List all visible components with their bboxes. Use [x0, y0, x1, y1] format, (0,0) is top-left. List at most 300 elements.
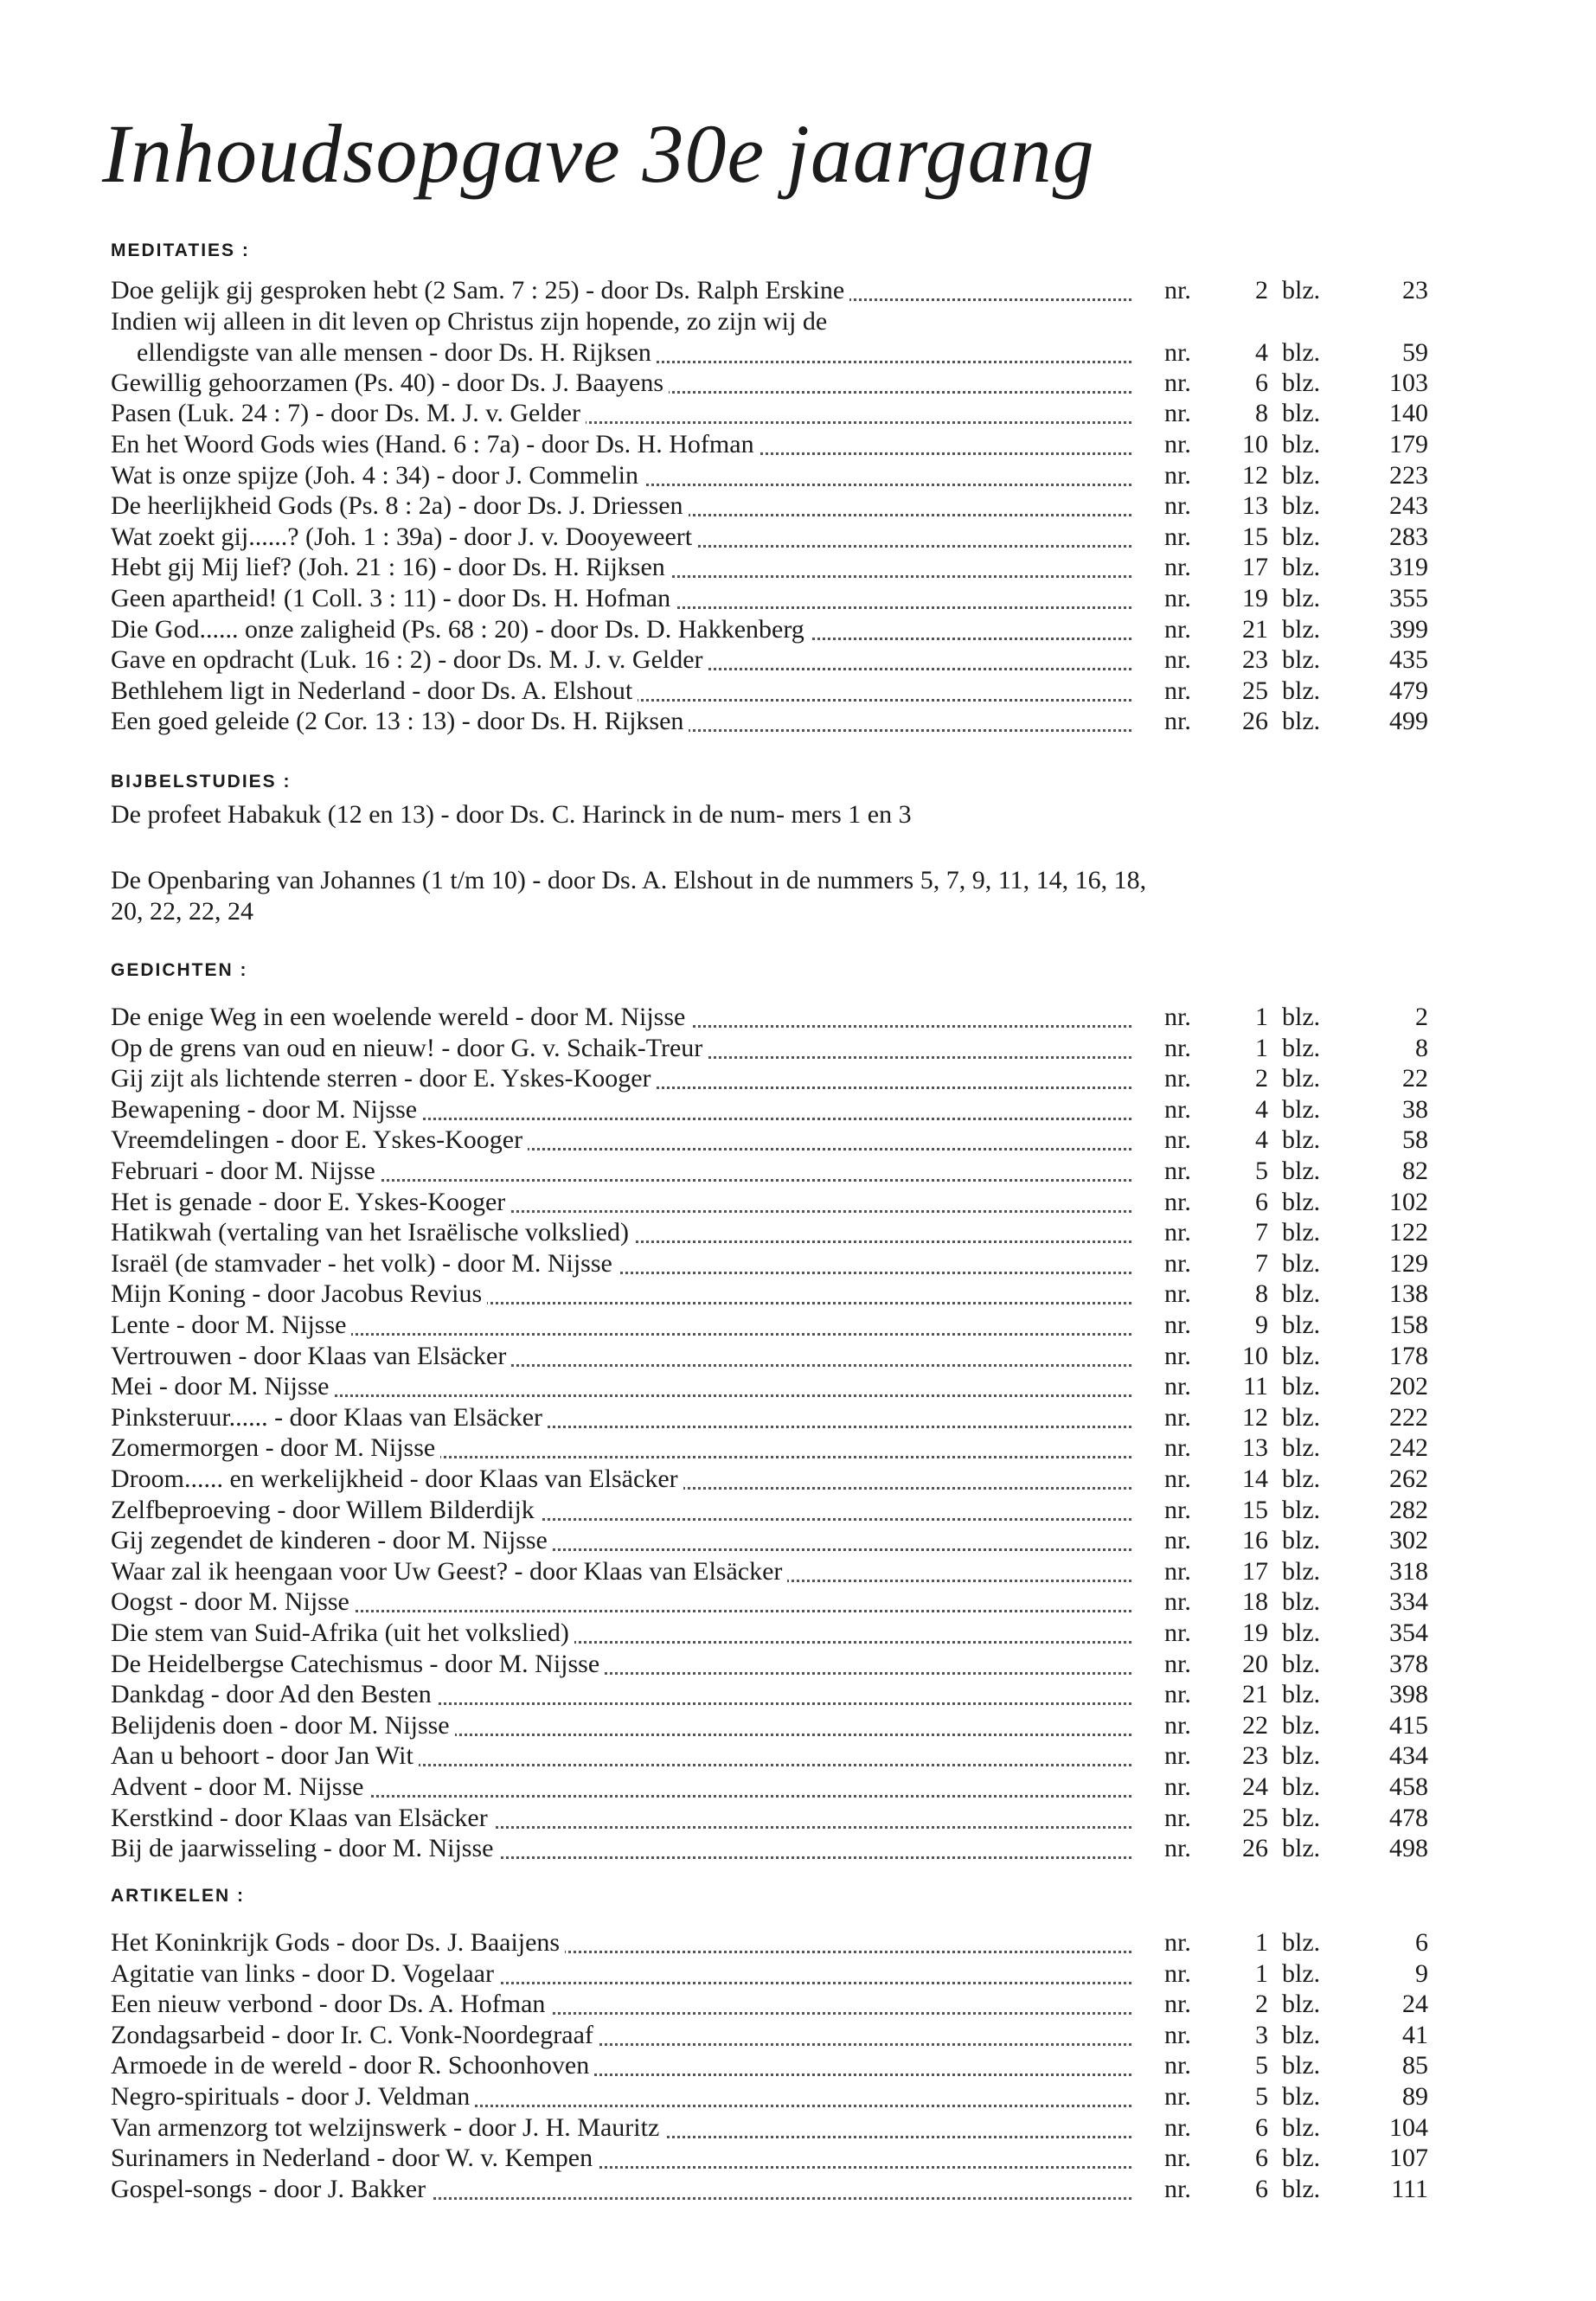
nr-label: nr. [1164, 1157, 1191, 1185]
page-number: 178 [1389, 1341, 1428, 1370]
page-number: 478 [1389, 1803, 1428, 1832]
entry-reference [1164, 398, 1495, 429]
issue-number: 25 [1242, 1803, 1268, 1832]
entry-reference [1164, 1187, 1495, 1218]
entry-title: Die stem van Suid-Afrika (uit het volkslied) [111, 1618, 574, 1647]
nr-label: nr. [1164, 1556, 1191, 1586]
issue-number: 12 [1242, 460, 1268, 490]
entry-title: Belijdenis doen - door M. Nijsse [111, 1711, 455, 1740]
page-label: blz. [1282, 1587, 1321, 1617]
nr-label: nr. [1164, 1125, 1191, 1155]
issue-number: 1 [1255, 1033, 1268, 1062]
nr-label: nr. [1164, 1187, 1191, 1216]
entry-reference [1164, 460, 1495, 491]
page-label: blz. [1282, 1741, 1321, 1771]
page-label: blz. [1282, 707, 1321, 736]
issue-number: 12 [1242, 1402, 1268, 1432]
page-number: 140 [1389, 399, 1428, 428]
page-number: 334 [1389, 1587, 1428, 1617]
nr-label: nr. [1164, 2082, 1191, 2111]
page-label: blz. [1282, 1834, 1321, 1863]
page-label: blz. [1282, 1618, 1321, 1647]
bijbelstudie-entry [111, 799, 1149, 830]
entry-reference [1164, 1433, 1495, 1464]
entry-reference [1164, 1679, 1495, 1710]
entry-reference [1164, 1464, 1495, 1495]
issue-number: 4 [1255, 1125, 1268, 1155]
page-label: blz. [1282, 368, 1321, 397]
entry-title: Bewapening - door M. Nijsse [111, 1095, 422, 1124]
entry-reference [1164, 1989, 1495, 2020]
page-label: blz. [1282, 1402, 1321, 1432]
page-label: blz. [1282, 1003, 1321, 1031]
page-number: 24 [1402, 1990, 1428, 2019]
issue-number: 2 [1255, 276, 1268, 304]
entry-title: Geen apartheid! (1 Coll. 3 : 11) - door Ds. H. Hofman [111, 584, 676, 612]
issue-number: 2 [1255, 1064, 1268, 1093]
issue-number: 19 [1242, 1618, 1268, 1647]
nr-label: nr. [1164, 1958, 1191, 1988]
entry-title: Het is genade - door E. Yskes-Kooger [111, 1188, 510, 1216]
page-label: blz. [1282, 1372, 1321, 1401]
issue-number: 19 [1242, 584, 1268, 612]
issue-number: 18 [1242, 1587, 1268, 1617]
nr-label: nr. [1164, 1465, 1191, 1493]
entry-title: Advent - door M. Nijsse [111, 1772, 369, 1801]
entry-reference [1164, 676, 1495, 707]
entry-reference [1164, 490, 1495, 522]
page-number: 8 [1415, 1033, 1428, 1062]
entry-reference [1164, 552, 1495, 583]
nr-label: nr. [1164, 2051, 1191, 2080]
issue-number: 1 [1255, 1928, 1268, 1957]
nr-label: nr. [1164, 1279, 1191, 1309]
nr-label: nr. [1164, 1495, 1191, 1524]
entry-reference [1164, 1094, 1495, 1125]
issue-number: 26 [1242, 707, 1268, 736]
issue-number: 21 [1242, 1680, 1268, 1709]
issue-number: 2 [1255, 1990, 1268, 2019]
entry-reference [1164, 1649, 1495, 1680]
page-label: blz. [1282, 1710, 1321, 1740]
page-label: blz. [1282, 1094, 1321, 1124]
page-label: blz. [1282, 1958, 1321, 1988]
entry-title: Gospel-songs - door J. Bakker [111, 2175, 431, 2203]
nr-label: nr. [1164, 1433, 1191, 1463]
nr-label: nr. [1164, 491, 1191, 521]
entry-title: Zondagsarbeid - door Ir. C. Vonk-Noordegraaf [111, 2021, 599, 2049]
issue-number: 13 [1242, 491, 1268, 521]
page-label: blz. [1282, 2020, 1321, 2049]
issue-number: 3 [1255, 2020, 1268, 2049]
nr-label: nr. [1164, 1526, 1191, 1555]
nr-label: nr. [1164, 645, 1191, 675]
entry-reference [1164, 522, 1495, 553]
nr-label: nr. [1164, 1003, 1191, 1031]
entry-title: Mei - door M. Nijsse [111, 1372, 334, 1400]
entry-title: De enige Weg in een woelende wereld - door M. Nijsse [111, 1003, 690, 1031]
page-label: blz. [1282, 2174, 1321, 2203]
page-number: 378 [1389, 1649, 1428, 1678]
entry-reference [1164, 2020, 1495, 2051]
page-number: 498 [1389, 1834, 1428, 1863]
issue-number: 7 [1255, 1218, 1268, 1247]
nr-label: nr. [1164, 430, 1191, 458]
entry-title: Op de grens van oud en nieuw! - door G. v. Schaik-Treur [111, 1034, 708, 1062]
entry-reference [1164, 1063, 1495, 1094]
entry-title: Doe gelijk gij gesproken hebt (2 Sam. 7 : 25) - door Ds. Ralph Erskine [111, 276, 849, 304]
entry-reference [1164, 1958, 1495, 1990]
nr-label: nr. [1164, 1064, 1191, 1093]
nr-label: nr. [1164, 1928, 1191, 1957]
nr-label: nr. [1164, 2174, 1191, 2203]
nr-label: nr. [1164, 1033, 1191, 1062]
nr-label: nr. [1164, 276, 1191, 304]
page-number: 283 [1389, 522, 1428, 551]
page-number: 399 [1389, 614, 1428, 644]
entry-title: Van armenzorg tot welzijnswerk - door J. H. Mauritz [111, 2113, 664, 2142]
page-label: blz. [1282, 2144, 1321, 2173]
page-number: 82 [1402, 1157, 1428, 1185]
page-number: 104 [1389, 2112, 1428, 2142]
page-label: blz. [1282, 1064, 1321, 1093]
entry-title: Gave en opdracht (Luk. 16 : 2) - door Ds. M. J. v. Gelder [111, 645, 708, 674]
page-label: blz. [1282, 460, 1321, 490]
entry-reference [1164, 1556, 1495, 1587]
page-label: blz. [1282, 1928, 1321, 1957]
page-label: blz. [1282, 1033, 1321, 1062]
nr-label: nr. [1164, 1094, 1191, 1124]
entry-title: Indien wij alleen in dit leven op Christus zijn hopende, zo zijn wij de [111, 306, 828, 336]
page-number: 398 [1389, 1680, 1428, 1709]
nr-label: nr. [1164, 584, 1191, 612]
page-number: 434 [1389, 1741, 1428, 1771]
nr-label: nr. [1164, 1649, 1191, 1678]
page-number: 111 [1391, 2174, 1428, 2203]
entry-reference [1164, 1495, 1495, 1526]
entry-reference [1164, 1927, 1495, 1958]
issue-number: 1 [1255, 1003, 1268, 1031]
entry-reference [1164, 1772, 1495, 1803]
entry-reference [1164, 1125, 1495, 1156]
entry-title: Bethlehem ligt in Nederland - door Ds. A. Elshout [111, 676, 638, 705]
page-number: 38 [1402, 1094, 1428, 1124]
nr-label: nr. [1164, 1218, 1191, 1247]
entry-title: Wat zoekt gij......? (Joh. 1 : 39a) - door J. v. Dooyeweert [111, 522, 697, 551]
page-label: blz. [1282, 1772, 1321, 1801]
page-number: 415 [1389, 1710, 1428, 1740]
page-title: Inhoudsopgave 30e jaargang [102, 107, 1095, 200]
issue-number: 5 [1255, 2051, 1268, 2080]
entry-title: De profeet Habakuk (12 en 13) - door Ds. C. Harinck in de num- [111, 800, 785, 829]
entry-reference [1164, 644, 1495, 676]
section-heading-bijbelstudies: BIJBELSTUDIES : [111, 772, 292, 792]
nr-label: nr. [1164, 399, 1191, 428]
entry-reference [1164, 1279, 1495, 1310]
page-number: 22 [1402, 1064, 1428, 1093]
entry-reference [1164, 337, 1495, 369]
issue-number: 1 [1255, 1958, 1268, 1988]
page-label: blz. [1282, 399, 1321, 428]
issue-number: 7 [1255, 1248, 1268, 1278]
page-number: 243 [1389, 491, 1428, 521]
issue-number: 26 [1242, 1834, 1268, 1863]
page-number: 262 [1389, 1465, 1428, 1493]
page-number: 499 [1389, 707, 1428, 736]
page-number: 41 [1402, 2020, 1428, 2049]
page-number: 103 [1389, 368, 1428, 397]
page-label: blz. [1282, 491, 1321, 521]
page-number: 102 [1389, 1187, 1428, 1216]
page-label: blz. [1282, 676, 1321, 705]
page-label: blz. [1282, 1433, 1321, 1463]
issue-number: 23 [1242, 645, 1268, 675]
entry-title: Israël (de stamvader - het volk) - door M. Nijsse [111, 1249, 618, 1278]
page-number: 318 [1389, 1556, 1428, 1586]
entry-title: Een nieuw verbond - door Ds. A. Hofman [111, 1990, 550, 2018]
entry-title-continued: ellendigste van alle mensen - door Ds. H. Rijksen [137, 338, 657, 367]
nr-label: nr. [1164, 1680, 1191, 1709]
page-number: 107 [1389, 2144, 1428, 2173]
issue-number: 10 [1242, 430, 1268, 458]
entry-reference [1164, 2143, 1495, 2174]
page-label: blz. [1282, 1649, 1321, 1678]
section-heading-artikelen: ARTIKELEN : [111, 1886, 245, 1906]
entry-title-continued: nummers 5, 7, 9, 11, 14, 16, 18, 20, 22, 22, 24 [111, 866, 1147, 926]
entry-reference [1164, 1586, 1495, 1618]
page-label: blz. [1282, 430, 1321, 458]
entry-title: Zelfbeproeving - door Willem Bilderdijk [111, 1496, 540, 1524]
nr-label: nr. [1164, 522, 1191, 551]
issue-number: 6 [1255, 1187, 1268, 1216]
page-number: 479 [1389, 676, 1428, 705]
entry-reference [1164, 1217, 1495, 1248]
page-number: 354 [1389, 1618, 1428, 1647]
entry-title: De Openbaring van Johannes (1 t/m 10) - door Ds. A. Elshout in de [111, 866, 811, 894]
entry-title: Vertrouwen - door Klaas van Elsäcker [111, 1342, 511, 1370]
page-label: blz. [1282, 337, 1321, 367]
page-label: blz. [1282, 1465, 1321, 1493]
entry-title: Negro-spirituals - door J. Veldman [111, 2082, 475, 2111]
page-number: 59 [1402, 337, 1428, 367]
entry-reference [1164, 1803, 1495, 1834]
nr-label: nr. [1164, 1311, 1191, 1339]
issue-number: 5 [1255, 2082, 1268, 2111]
entry-reference [1164, 614, 1495, 645]
page-number: 23 [1402, 276, 1428, 304]
page-label: blz. [1282, 1526, 1321, 1555]
entry-reference [1164, 2174, 1495, 2205]
nr-label: nr. [1164, 614, 1191, 644]
page-label: blz. [1282, 1556, 1321, 1586]
page-number: 222 [1389, 1402, 1428, 1432]
page-label: blz. [1282, 276, 1321, 304]
entry-reference [1164, 583, 1495, 614]
nr-label: nr. [1164, 1587, 1191, 1617]
nr-label: nr. [1164, 368, 1191, 397]
page-label: blz. [1282, 1495, 1321, 1524]
entry-title: Surinamers in Nederland - door W. v. Kempen [111, 2144, 598, 2172]
entry-reference [1164, 1740, 1495, 1772]
entry-title: Armoede in de wereld - door R. Schoonhoven [111, 2051, 594, 2080]
issue-number: 21 [1242, 614, 1268, 644]
entry-title: Pasen (Luk. 24 : 7) - door Ds. M. J. v. Gelder [111, 399, 586, 427]
entry-title: Droom...... en werkelijkheid - door Klaas van Elsäcker [111, 1465, 683, 1493]
issue-number: 4 [1255, 1094, 1268, 1124]
issue-number: 24 [1242, 1772, 1268, 1801]
entry-title: Gij zegendet de kinderen - door M. Nijsse [111, 1526, 553, 1554]
page-label: blz. [1282, 553, 1321, 582]
page-label: blz. [1282, 522, 1321, 551]
page-label: blz. [1282, 1125, 1321, 1155]
nr-label: nr. [1164, 2112, 1191, 2142]
issue-number: 25 [1242, 676, 1268, 705]
nr-label: nr. [1164, 1618, 1191, 1647]
issue-number: 14 [1242, 1465, 1268, 1493]
page-label: blz. [1282, 584, 1321, 612]
page-number: 435 [1389, 645, 1428, 675]
entry-reference [1164, 368, 1495, 399]
entry-reference [1164, 2050, 1495, 2081]
issue-number: 6 [1255, 2174, 1268, 2203]
page-label: blz. [1282, 614, 1321, 644]
page-label: blz. [1282, 1279, 1321, 1309]
page-label: blz. [1282, 1218, 1321, 1247]
nr-label: nr. [1164, 337, 1191, 367]
nr-label: nr. [1164, 1834, 1191, 1863]
issue-number: 16 [1242, 1526, 1268, 1555]
section-heading-gedichten: GEDICHTEN : [111, 960, 248, 980]
page-number: 179 [1389, 430, 1428, 458]
entry-title: Pinksteruur...... - door Klaas van Elsäcker [111, 1403, 548, 1432]
page-number: 85 [1402, 2051, 1428, 2080]
entry-title: Zomermorgen - door M. Nijsse [111, 1433, 440, 1462]
page-number: 122 [1389, 1218, 1428, 1247]
nr-label: nr. [1164, 1990, 1191, 2019]
entry-reference [1164, 429, 1495, 460]
entry-title: Wat is onze spijze (Joh. 4 : 34) - door J. Commelin [111, 461, 644, 490]
entry-title: Vreemdelingen - door E. Yskes-Kooger [111, 1125, 528, 1154]
entry-title: Bij de jaarwisseling - door M. Nijsse [111, 1834, 498, 1862]
entry-reference [1164, 1402, 1495, 1433]
nr-label: nr. [1164, 707, 1191, 736]
entry-reference [1164, 1002, 1495, 1033]
entry-title: Gij zijt als lichtende sterren - door E. Yskes-Kooger [111, 1064, 657, 1093]
issue-number: 8 [1255, 399, 1268, 428]
entry-title: Agitatie van links - door D. Vogelaar [111, 1959, 499, 1988]
entry-reference [1164, 1341, 1495, 1372]
entry-reference [1164, 2112, 1495, 2144]
entry-reference [1164, 1248, 1495, 1279]
entry-reference [1164, 1525, 1495, 1556]
page-label: blz. [1282, 1990, 1321, 2019]
entry-reference [1164, 1371, 1495, 1402]
entry-title: Aan u behoort - door Jan Wit [111, 1741, 419, 1770]
page-number: 9 [1415, 1958, 1428, 1988]
issue-number: 4 [1255, 337, 1268, 367]
entry-reference [1164, 1833, 1495, 1864]
page-number: 129 [1389, 1248, 1428, 1278]
entry-title: Die God...... onze zaligheid (Ps. 68 : 20) - door Ds. D. Hakkenberg [111, 615, 810, 644]
issue-number: 22 [1242, 1710, 1268, 1740]
issue-number: 8 [1255, 1279, 1268, 1309]
entry-reference [1164, 1033, 1495, 1064]
page-number: 58 [1402, 1125, 1428, 1155]
nr-label: nr. [1164, 2144, 1191, 2173]
entry-title-continued: mers 1 en 3 [791, 800, 912, 829]
entry-title: Het Koninkrijk Gods - door Ds. J. Baaijens [111, 1928, 565, 1957]
entry-title: Kerstkind - door Klaas van Elsäcker [111, 1804, 493, 1832]
entry-reference [1164, 275, 1495, 306]
issue-number: 5 [1255, 1157, 1268, 1185]
page-number: 2 [1415, 1003, 1428, 1031]
entry-title: De Heidelbergse Catechismus - door M. Nijsse [111, 1650, 605, 1678]
nr-label: nr. [1164, 1772, 1191, 1801]
issue-number: 11 [1243, 1372, 1268, 1401]
page-label: blz. [1282, 2051, 1321, 2080]
issue-number: 17 [1242, 553, 1268, 582]
entry-reference [1164, 1710, 1495, 1741]
page-number: 355 [1389, 584, 1428, 612]
page-number: 158 [1389, 1311, 1428, 1339]
entry-title: En het Woord Gods wies (Hand. 6 : 7a) - door Ds. H. Hofman [111, 430, 760, 458]
page-number: 138 [1389, 1279, 1428, 1309]
entry-title: Hebt gij Mij lief? (Joh. 21 : 16) - door Ds. H. Rijksen [111, 553, 670, 581]
issue-number: 6 [1255, 2144, 1268, 2173]
nr-label: nr. [1164, 1372, 1191, 1401]
issue-number: 6 [1255, 368, 1268, 397]
page-label: blz. [1282, 645, 1321, 675]
entry-reference [1164, 1310, 1495, 1341]
entry-title: Lente - door M. Nijsse [111, 1311, 351, 1339]
nr-label: nr. [1164, 1710, 1191, 1740]
page-label: blz. [1282, 1187, 1321, 1216]
issue-number: 9 [1255, 1311, 1268, 1339]
entry-title: Dankdag - door Ad den Besten [111, 1680, 437, 1708]
page-label: blz. [1282, 1248, 1321, 1278]
nr-label: nr. [1164, 553, 1191, 582]
nr-label: nr. [1164, 1341, 1191, 1370]
page-number: 6 [1415, 1928, 1428, 1957]
section-heading-meditaties: MEDITATIES : [111, 240, 250, 260]
page-label: blz. [1282, 1311, 1321, 1339]
entry-title: Februari - door M. Nijsse [111, 1157, 381, 1185]
issue-number: 15 [1242, 1495, 1268, 1524]
issue-number: 15 [1242, 522, 1268, 551]
nr-label: nr. [1164, 1741, 1191, 1771]
nr-label: nr. [1164, 676, 1191, 705]
nr-label: nr. [1164, 460, 1191, 490]
entry-title: Waar zal ik heengaan voor Uw Geest? - door Klaas van Elsäcker [111, 1557, 787, 1586]
page-number: 302 [1389, 1526, 1428, 1555]
nr-label: nr. [1164, 2020, 1191, 2049]
issue-number: 20 [1242, 1649, 1268, 1678]
entry-title: Hatikwah (vertaling van het Israëlische volkslied) [111, 1218, 634, 1247]
page-number: 89 [1402, 2082, 1428, 2111]
nr-label: nr. [1164, 1402, 1191, 1432]
issue-number: 23 [1242, 1741, 1268, 1771]
page-label: blz. [1282, 1157, 1321, 1185]
issue-number: 6 [1255, 2112, 1268, 2142]
page-number: 223 [1389, 460, 1428, 490]
entry-title: Een goed geleide (2 Cor. 13 : 13) - door Ds. H. Rijksen [111, 707, 689, 735]
issue-number: 13 [1242, 1433, 1268, 1463]
nr-label: nr. [1164, 1248, 1191, 1278]
page-label: blz. [1282, 1680, 1321, 1709]
page-label: blz. [1282, 1803, 1321, 1832]
entry-title: Gewillig gehoorzamen (Ps. 40) - door Ds. J. Baayens [111, 369, 669, 397]
page-label: blz. [1282, 2082, 1321, 2111]
